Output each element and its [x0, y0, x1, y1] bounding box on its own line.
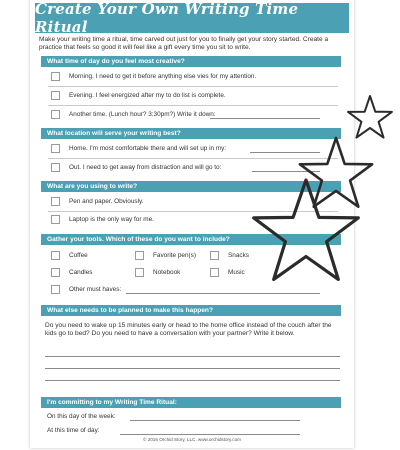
item-music: Music: [228, 269, 245, 276]
section-heading-location: What location will serve your writing best?: [41, 128, 341, 139]
section-heading-gather: Gather your tools. Which of these do you want to include?: [41, 234, 341, 245]
footer-copyright: © 2016 Orchid Story, LLC. www.orchidstory.com: [143, 437, 241, 442]
item-candles: Candles: [69, 269, 93, 276]
commit-day-label: On this day of the week:: [47, 413, 116, 420]
option-evening: Evening. I feel energized after my to do list is complete.: [69, 92, 226, 99]
page-title: Create Your Own Writing Time Ritual: [35, 0, 299, 36]
section-heading-plan: What else needs to be planned to make this happen?: [41, 305, 341, 316]
option-another-time: Another time. (Lunch hour? 3:30pm?) Write it down:: [69, 111, 216, 118]
plan-question: Do you need to wake up 15 minutes early or head to the home office instead of the couch after the kids go to bed? Do you need to have a conversation with your partner? Write it below.: [45, 322, 332, 338]
option-home: Home. I'm most comfortable there and will set up in my:: [69, 145, 227, 152]
option-morning: Morning. I need to get it before anything else vies for my attention.: [69, 73, 257, 80]
section-heading-commit: I'm committing to my Writing Time Ritual:: [41, 397, 341, 408]
option-out: Out. I need to get away from distraction and will go to:: [69, 164, 222, 171]
option-pen-paper: Pen and paper. Obviously.: [69, 198, 144, 205]
star-icon: [348, 96, 392, 138]
commit-time-label: At this time of day:: [47, 427, 100, 434]
option-laptop: Laptop is the only way for me.: [69, 216, 154, 223]
item-other-must-haves: Other must haves:: [69, 286, 122, 293]
section-heading-tools: What are you using to write?: [41, 181, 341, 192]
intro-text: Make your writing time a ritual, time carved out just for you to finally get your story started. Create a practice that feels so good it will feel like a gift every time you sit to write.: [39, 36, 329, 52]
item-snacks: Snacks: [228, 252, 249, 259]
section-heading-time: What time of day do you feel most creative?: [41, 56, 341, 67]
item-coffee: Coffee: [69, 252, 88, 259]
item-favorite-pens: Favorite pen(s): [153, 252, 196, 259]
item-notebook: Notebook: [153, 269, 181, 276]
